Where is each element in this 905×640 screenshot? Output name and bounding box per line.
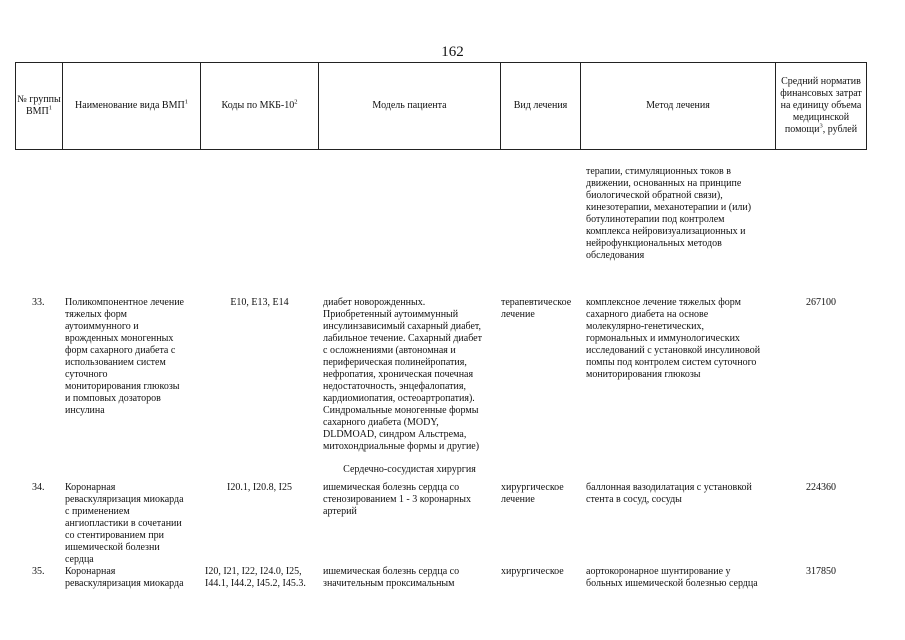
- cost-value: 267100: [806, 297, 836, 308]
- continuation-method: терапии, стимуляционных токов в движении, основанных на принципе биологической обратной связи), кинезотерапии, механотерапии и (или) ботулинотерапии под контролем комплекса нейровизуализационных и нейрофункциональных методов обследования: [586, 166, 752, 261]
- header-divider: [775, 62, 776, 149]
- row-number: 33.: [32, 297, 45, 308]
- header-patient-model: Модель пациента: [372, 99, 447, 111]
- section-title: Сердечно-сосудистая хирургия: [343, 464, 476, 475]
- patient-model: ишемическая болезнь сердца со стенозированием 1 - 3 коронарных артерий: [323, 482, 471, 517]
- mkb-codes: E10, E13, E14: [230, 297, 289, 308]
- mkb-codes: I20.1, I20.8, I25: [227, 482, 292, 493]
- mkb-codes: I20, I21, I22, I24.0, I25, I44.1, I44.2, I45.2, I45.3.: [205, 566, 306, 589]
- patient-model: диабет новорожденных. Приобретенный аутоиммунный инсулинзависимый сахарный диабет, лабильное течение. Сахарный диабет с осложнениями (автономная и периферическая полинейропатия, нефропатия, хроническая почечная недостаточность, энцефалопатия, кардиомиопатия, остеоартропатия). Синдромальные моногенные формы сахарного диабета (MODY, DLDMOAD, синдром Альстрема, митохондриальные формы и другие): [323, 297, 482, 452]
- header-vmp-name: Наименование вида ВМП$^1$: [75, 98, 188, 111]
- vmp-name: Коронарная реваскуляризация миокарда с применением ангиопластики в сочетании со стентированием при ишемической болезни сердца: [65, 482, 184, 565]
- treatment-method: баллонная вазодилатация с установкой стента в сосуд, сосуды: [586, 482, 752, 505]
- header-treatment-type: Вид лечения: [513, 99, 568, 111]
- treatment-type: терапевтическое лечение: [501, 297, 572, 320]
- header-method: Метод лечения: [646, 99, 710, 111]
- treatment-method: комплексное лечение тяжелых форм сахарного диабета на основе молекулярно-генетических, гормональных и иммунологических исследований с установкой инсулиновой помпы под контролем систем суточного мониторирования глюкозы: [586, 297, 761, 380]
- cost-value: 317850: [806, 566, 836, 577]
- header-group-no: № группы ВМП$^1$: [17, 93, 61, 117]
- treatment-type: хирургическое: [501, 566, 564, 577]
- header-mkb-codes: Коды по МКБ-$10^2$: [221, 98, 298, 111]
- vmp-name: Поликомпонентное лечение тяжелых форм аутоиммунного и врожденных моногенных форм сахарного диабета с использованием систем суточного мониторирования глюкозы и помповых дозаторов инсулина: [65, 297, 184, 416]
- row-number: 35.: [32, 566, 45, 577]
- header-divider: [866, 62, 867, 149]
- page-number: 162: [441, 44, 464, 60]
- treatment-method: аортокоронарное шунтирование у больных ишемической болезнью сердца: [586, 566, 758, 589]
- header-cost: Средний норматив финансовых затрат на единицу объема медицинской помощи$^3$, рублей: [780, 75, 862, 135]
- row-number: 34.: [32, 482, 45, 493]
- treatment-type: хирургическое лечение: [501, 482, 564, 505]
- vmp-name: Коронарная реваскуляризация миокарда: [65, 566, 184, 589]
- table-header-bottom-border: [15, 149, 867, 150]
- patient-model: ишемическая болезнь сердца со значительным проксимальным: [323, 566, 460, 589]
- cost-value: 224360: [806, 482, 836, 493]
